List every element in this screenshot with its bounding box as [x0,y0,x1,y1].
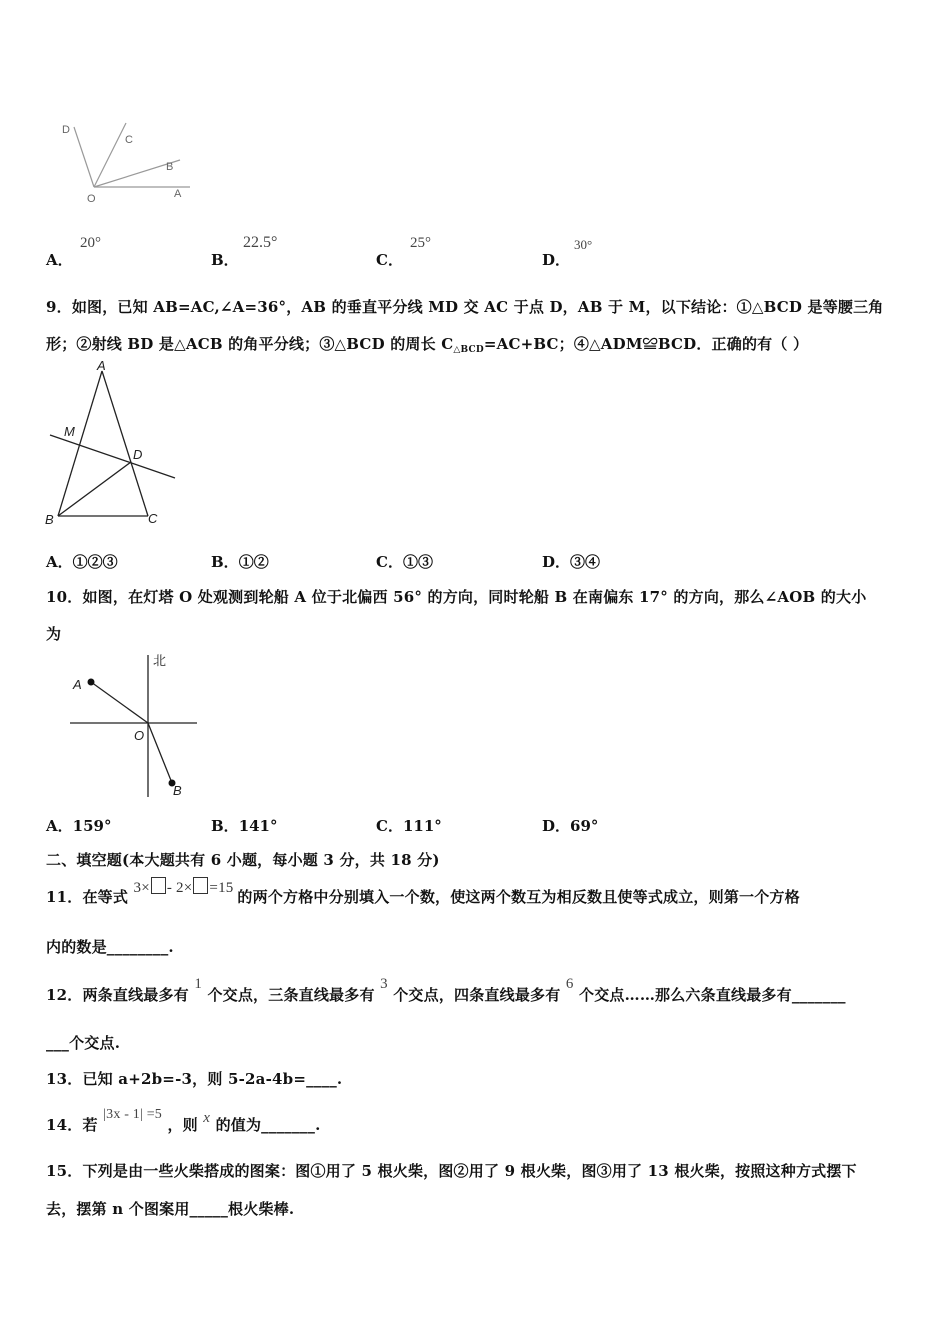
q8-option-d-value: 30° [574,237,593,252]
q11-equation [134,880,238,896]
q8-label-c: C [125,134,133,146]
q9-label-b: B [45,512,54,527]
q11-line1 [46,880,800,907]
option-letter: C． [376,553,403,571]
q11-eq-a: 3× [133,880,150,896]
option-letter: B． [211,553,239,571]
q14-var: x [203,1110,211,1126]
q12-line2: ___个交点. [46,1034,121,1052]
q9-line2-b: =AC+BC；④△ADM≌BCD．正确的有（ ） [483,335,809,353]
option-letter: B． [211,817,239,835]
option-letter: C． [376,817,403,835]
q12-n1: 1 [194,976,203,992]
q11-blank-box-2[interactable] [193,877,208,894]
q14-abs-expression: |3x - 1| =5 [103,1107,162,1122]
q12-t3: 个交点，四条直线最多有 [393,986,561,1004]
q9-subscript: △BCD [453,345,484,355]
q11-eq-b: - 2× [166,880,193,896]
q10-option-d[interactable] [542,815,598,836]
q8-option-a[interactable] [46,249,73,270]
q14-line [46,1107,321,1135]
option-value: ③④ [570,553,601,571]
option-letter: C． [376,251,403,269]
q10-label-o: O [134,728,145,743]
q10-line2: 为 [46,625,62,643]
q14-mid: ，则 [167,1116,198,1134]
q11-prefix: 11．在等式 [46,888,129,906]
q10-option-b[interactable] [211,815,278,836]
q12-n2: 3 [380,976,388,992]
q12-t2: 个交点，三条直线最多有 [207,986,375,1004]
q10-label-north: 北 [153,653,167,668]
option-letter: A． [46,251,73,269]
option-value: 111° [402,817,442,835]
q8-label-a: A [174,188,182,200]
option-letter: B． [211,251,239,269]
q9-label-a: A [97,358,106,373]
q8-option-a-value: 20° [80,235,101,251]
q10-compass-figure [65,645,205,805]
q9-line2-a: 形；②射线 BD 是△ACB 的角平分线；③△BCD 的周长 C [46,335,454,353]
q8-option-b-value: 22.5° [243,234,278,251]
q10-label-a: A [73,677,82,692]
q9-label-m: M [64,424,75,439]
q8-label-o: O [87,193,96,205]
option-letter: D． [542,251,571,269]
q8-label-d: D [62,124,70,136]
q12-n3: 6 [565,976,574,992]
option-value: 69° [570,817,599,835]
option-value: 159° [72,817,112,835]
q9-line1: 9．如图，已知 AB=AC,∠A=36°，AB 的垂直平分线 MD 交 AC 于点 D，AB 于 M，以下结论：①△BCD 是等腰三角 [46,298,884,316]
option-letter: D． [542,817,571,835]
q12-t4: 个交点……那么六条直线最多有_______ [579,986,846,1004]
q9-option-a[interactable] [46,551,118,572]
q9-triangle-figure [40,358,190,533]
option-letter: A． [46,817,73,835]
option-value: ①② [238,553,269,571]
q10-option-a[interactable] [46,815,111,836]
q8-option-d[interactable] [542,249,570,270]
q8-option-b[interactable] [211,249,239,270]
section2-heading: 二、填空题(本大题共有 6 小题，每小题 3 分，共 18 分) [46,851,440,869]
q14-prefix: 14．若 [46,1116,98,1134]
q9-label-c: C [148,511,158,526]
option-value: 141° [238,817,278,835]
q15-line1: 15．下列是由一些火柴搭成的图案：图①用了 5 根火柴，图②用了 9 根火柴，图③用了 13 根火柴，按照这种方式摆下 [46,1162,857,1180]
q13-text: 13．已知 a+2b=-3，则 5-2a-4b=____. [46,1070,343,1088]
q9-label-d: D [133,447,143,462]
q12-line1 [46,976,846,1005]
q10-label-b: B [173,783,182,798]
q8-option-c-value: 25° [410,235,431,251]
option-value: ①②③ [72,553,118,571]
q11-line2: 内的数是________. [46,938,174,956]
option-letter: A． [46,553,73,571]
q9-option-b[interactable] [211,551,269,572]
option-value: ①③ [402,553,433,571]
q12-t1: 12．两条直线最多有 [46,986,189,1004]
q11-eq-c: =15 [209,880,234,896]
q10-line1: 10．如图，在灯塔 O 处观测到轮船 A 位于北偏西 56° 的方向，同时轮船 B 在南偏东 17° 的方向，那么∠AOB 的大小 [46,588,867,606]
q9-option-d[interactable] [542,551,600,572]
option-letter: D． [542,553,571,571]
q8-label-b: B [166,161,174,173]
q9-line2 [46,333,808,355]
q11-blank-box-1[interactable] [151,877,166,894]
q14-suffix: 的值为_______. [215,1116,321,1134]
q8-option-c[interactable] [376,249,403,270]
q11-suffix: 的两个方格中分别填入一个数，使这两个数互为相反数且使等式成立，则第一个方格 [237,888,800,906]
q8-angle-figure [50,115,200,210]
q10-option-c[interactable] [376,815,442,836]
q15-line2: 去，摆第 n 个图案用_____根火柴棒. [46,1200,295,1218]
q9-option-c[interactable] [376,551,433,572]
